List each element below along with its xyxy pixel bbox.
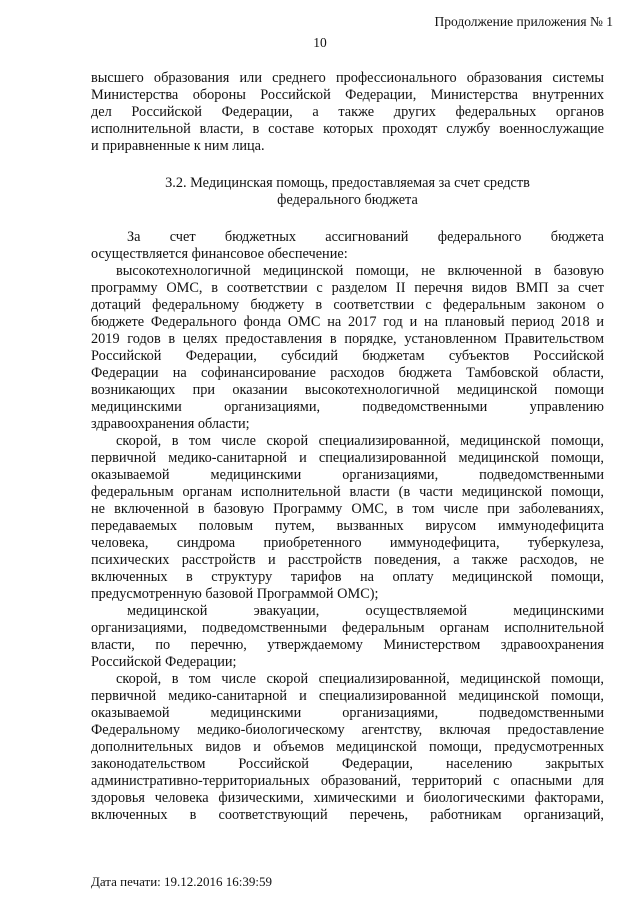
text-line: медицинской эвакуации, осуществляемой медицинскими <box>127 603 604 619</box>
text-line: первичной медико-санитарной и специализированной медицинской помощи, <box>91 688 604 704</box>
text-line: организациями, подведомственными федеральным органам исполнительной <box>91 620 604 636</box>
text-line: психических расстройств и расстройств поведения, а также расходов, не <box>91 552 604 568</box>
text-line: Российской Федерации, субсидий бюджетам субъектов Российской <box>91 348 604 364</box>
print-date: Дата печати: 19.12.2016 16:39:59 <box>91 874 273 889</box>
text-line: здоровья человека физическими, химическими и биологическими факторами, <box>91 790 604 806</box>
text-line: медицинскими организациями, подведомственными управлению <box>91 399 604 415</box>
evacuation-paragraph <box>91 603 604 671</box>
text-line: человека, синдрома приобретенного иммунодефицита, туберкулеза, <box>91 535 604 551</box>
text-line: включенных в соответствующий перечень, работникам организаций, <box>91 807 604 823</box>
text-line: оказываемой медицинскими организациями, подведомственными <box>91 705 604 721</box>
text-line: власти, по перечню, утверждаемому Министерством здравоохранения <box>91 637 604 653</box>
emergency-paragraph-2 <box>91 671 604 824</box>
text-line: скорой, в том числе скорой специализированной, медицинской помощи, <box>116 433 604 449</box>
text-line: высшего образования или среднего профессионального образования системы <box>91 70 604 86</box>
section-title-line: федерального бюджета <box>277 192 418 208</box>
document-body <box>91 70 604 824</box>
hightech-paragraph <box>91 263 604 433</box>
text-line: осуществляется финансовое обеспечение: <box>91 246 348 262</box>
text-line: и приравненные к ним лица. <box>91 138 265 154</box>
text-line: скорой, в том числе скорой специализированной, медицинской помощи, <box>116 671 604 687</box>
section-title-line: 3.2. Медицинская помощь, предоставляемая за счет средств <box>165 175 530 191</box>
text-line: федеральным органам исполнительной власти (в части медицинской помощи, <box>91 484 604 500</box>
text-line: Федеральному медико-биологическому агентству, включая предоставление <box>91 722 604 738</box>
text-line: не включенной в базовую Программу ОМС, в том числе при заболеваниях, <box>91 501 604 517</box>
emergency-paragraph-1 <box>91 433 604 603</box>
continuation-header: Продолжение приложения № 1 <box>434 14 613 29</box>
section-title <box>91 175 604 209</box>
text-line: предусмотренную базовой Программой ОМС); <box>91 586 379 602</box>
text-line: дополнительных видов и объемов медицинской помощи, предусмотренных <box>91 739 604 755</box>
text-line: оказываемой медицинскими организациями, подведомственными <box>91 467 604 483</box>
text-line: дотаций федеральному бюджету в соответствии с федеральным законом о <box>91 297 604 313</box>
intro-paragraph <box>91 70 604 155</box>
text-line: возникающих при оказании высокотехнологичной медицинской помощи <box>91 382 604 398</box>
text-line: Российской Федерации; <box>91 654 237 670</box>
text-line: За счет бюджетных ассигнований федерального бюджета <box>127 229 604 245</box>
text-line: программу ОМС, в соответствии с разделом II перечня видов ВМП за счет <box>91 280 604 296</box>
text-line: дел Российской Федерации, а также других федеральных органов <box>91 104 604 120</box>
page-number: 10 <box>313 35 327 50</box>
text-line: бюджете Федерального фонда ОМС на 2017 год и на плановый период 2018 и <box>91 314 604 330</box>
text-line: включенных в структуру тарифов на оплату медицинской помощи, <box>91 569 604 585</box>
text-line: 2019 годов в целях предоставления в порядке, установленном Правительством <box>91 331 604 347</box>
text-line: здравоохранения области; <box>91 416 250 432</box>
text-line: первичной медико-санитарной и специализированной медицинской помощи, <box>91 450 604 466</box>
text-line: высокотехнологичной медицинской помощи, не включенной в базовую <box>116 263 604 279</box>
text-line: исполнительной власти, в составе которых проходят службу военнослужащие <box>91 121 604 137</box>
text-line: Министерства обороны Российской Федерации, Министерства внутренних <box>91 87 604 103</box>
text-line: передаваемых половым путем, вызванных вирусом иммунодефицита <box>91 518 604 534</box>
funding-paragraph <box>91 229 604 263</box>
text-line: законодательством Российской Федерации, населению закрытых <box>91 756 604 772</box>
text-line: административно-территориальных образований, территорий с опасными для <box>91 773 604 789</box>
text-line: Федерации на софинансирование расходов бюджета Тамбовской области, <box>91 365 604 381</box>
